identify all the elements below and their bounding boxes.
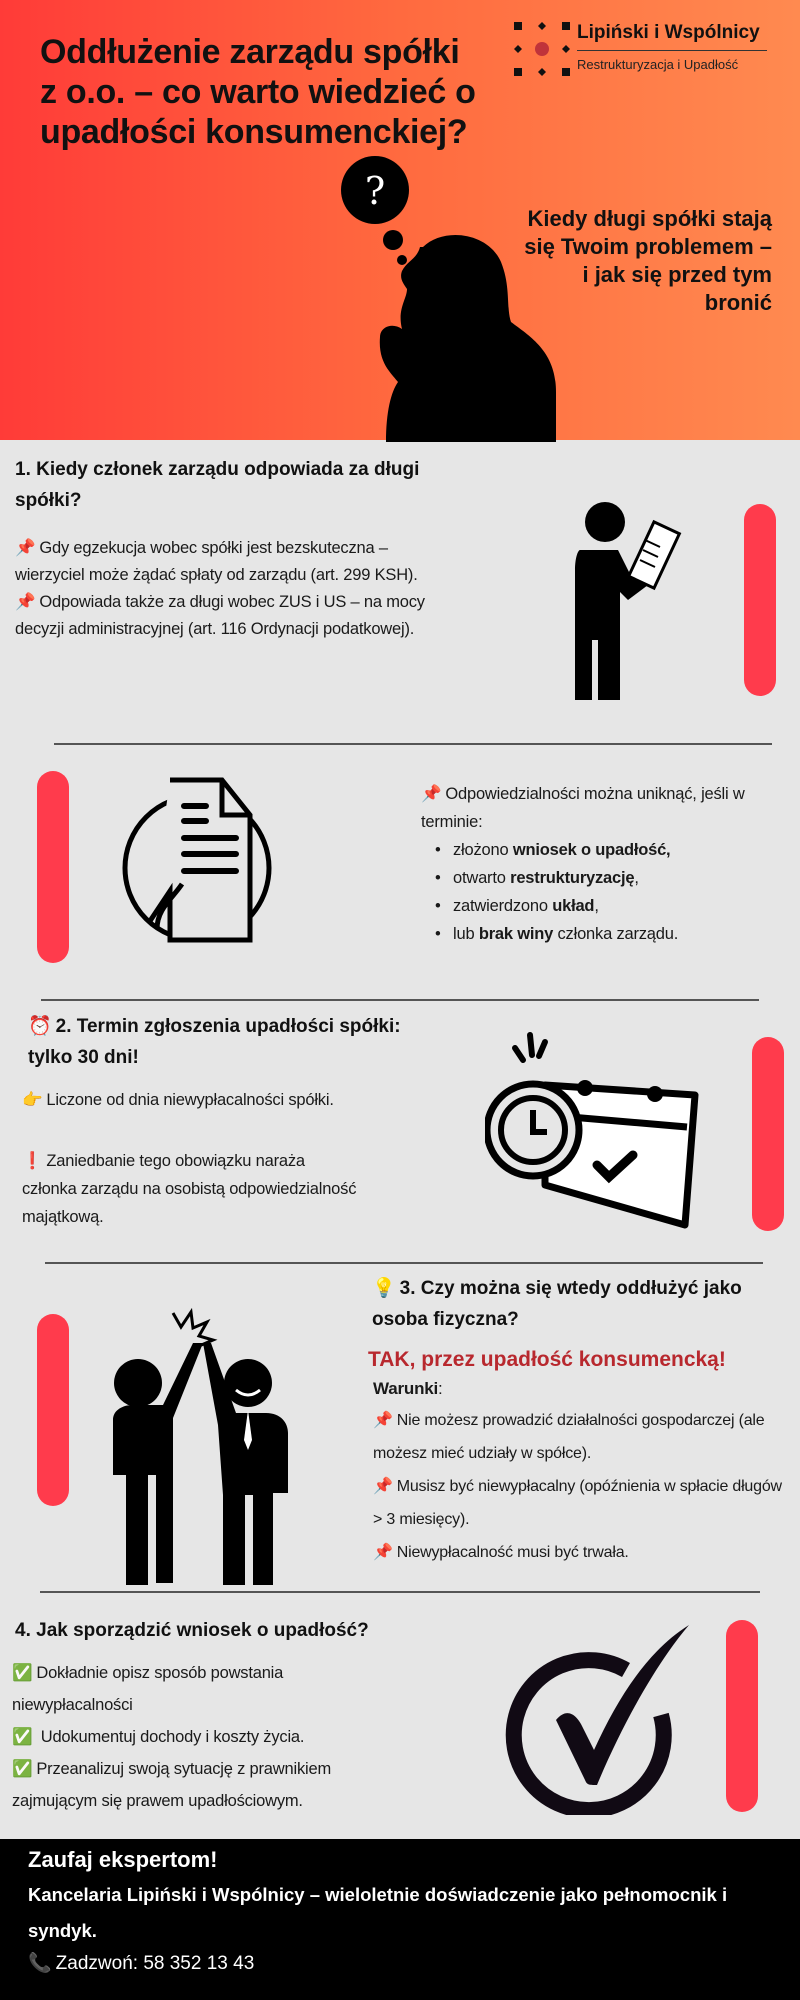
- point: [15, 535, 445, 589]
- conditions-label: Warunki:: [373, 1379, 443, 1398]
- list-item: • złożono wniosek o upadłość,: [435, 836, 781, 864]
- point-text: Odpowiada także za długi wobec ZUS i US – na mocy decyzji administracyjnej (art. 116 Ordynacji podatkowej).: [15, 593, 425, 638]
- phone-icon: 📞: [28, 1953, 52, 1974]
- footer-headline: Zaufaj ekspertom!: [28, 1847, 218, 1872]
- exclamation-icon: ❗: [22, 1152, 43, 1170]
- avoid-intro: Odpowiedzialności można uniknąć, jeśli w terminie:: [421, 785, 745, 831]
- divider: [41, 999, 759, 1001]
- check-mark-button-icon: ✅: [12, 1728, 33, 1746]
- logo-mark-icon: [512, 20, 572, 83]
- list-item: • lub brak winy członka zarządu.: [435, 920, 781, 948]
- section3-title: 💡 3. Czy można się wtedy oddłużyć jako osoba fizyczna?: [372, 1273, 772, 1335]
- list-item: ✅ Udokumentuj dochody i koszty życia.: [12, 1721, 392, 1753]
- avoid-liability-block: [421, 780, 781, 948]
- divider: [40, 1591, 760, 1593]
- logo-divider: [577, 50, 767, 51]
- logo-tagline: Restrukturyzacja i Upadłość: [577, 57, 739, 72]
- pushpin-icon: 📌: [373, 1478, 393, 1495]
- section3-answer: TAK, przez upadłość konsumencką!: [368, 1348, 726, 1371]
- footer-phone[interactable]: 📞 Zadzwoń: 58 352 13 43: [28, 1953, 255, 1974]
- divider: [45, 1262, 763, 1264]
- section4-title: 4. Jak sporządzić wniosek o upadłość?: [15, 1620, 369, 1641]
- question-mark: ?: [364, 169, 386, 213]
- point-text: Gdy egzekucja wobec spółki jest bezskuteczna – wierzyciel może żądać spłaty od zarządu (art. 299 KSH).: [15, 539, 418, 584]
- list-item: 📌 Niewypłacalność musi być trwała.: [373, 1536, 788, 1569]
- checkmark-circle-icon: [496, 1625, 696, 1820]
- check-mark-button-icon: ✅: [12, 1760, 33, 1778]
- pushpin-icon: 📌: [373, 1412, 393, 1429]
- point: [15, 589, 445, 643]
- list-item: ✅ Dokładnie opisz sposób powstania niewypłacalności: [12, 1657, 392, 1721]
- person-reading-document-icon: [565, 500, 700, 705]
- hero-subtitle: Kiedy długi spółki stają się Twoim problemem – i jak się przed tym bronić: [524, 206, 772, 315]
- steps-list: [12, 1657, 392, 1817]
- lightbulb-icon: 💡: [372, 1278, 396, 1299]
- high-five-icon: [108, 1305, 298, 1595]
- section1-title: 1. Kiedy członek zarządu odpowiada za długi spółki?: [15, 459, 420, 511]
- avoid-list: [435, 836, 781, 948]
- accent-pill: [37, 1314, 69, 1506]
- pushpin-icon: 📌: [421, 785, 442, 803]
- alarm-clock-icon: ⏰: [28, 1016, 52, 1037]
- section1-points: [15, 535, 445, 643]
- list-item: 📌 Musisz być niewypłacalny (opóźnienia w spłacie długów > 3 miesięcy).: [373, 1470, 788, 1536]
- divider: [54, 743, 772, 745]
- list-item: • otwarto restrukturyzację,: [435, 864, 781, 892]
- footer-text: Kancelaria Lipiński i Wspólnicy – wieloletnie doświadczenie jako pełnomocnik i syndyk.: [28, 1884, 728, 1941]
- accent-pill: [726, 1620, 758, 1812]
- section2-point1: 👉 Liczone od dnia niewypłacalności spółki.: [22, 1087, 442, 1114]
- logo-name: Lipiński i Wspólnicy: [577, 22, 760, 43]
- section2-point2: ❗ Zaniedbanie tego obowiązku naraża członka zarządu na osobistą odpowiedzialność majątkową.: [22, 1147, 362, 1231]
- thinking-man-icon: [338, 152, 558, 447]
- calendar-clock-icon: [485, 1030, 700, 1240]
- list-item: ✅ Przeanalizuj swoją sytuację z prawnikiem zajmującym się prawem upadłościowym.: [12, 1753, 392, 1817]
- footer: [0, 1839, 800, 2000]
- hand-holding-document-icon: [122, 776, 277, 951]
- page-title: Oddłużenie zarządu spółki z o.o. – co warto wiedzieć o upadłości konsumenckiej?: [40, 33, 476, 151]
- pushpin-icon: 📌: [373, 1544, 393, 1561]
- pushpin-icon: 📌: [15, 593, 36, 611]
- accent-pill: [752, 1037, 784, 1231]
- accent-pill: [744, 504, 776, 696]
- list-item: • zatwierdzono układ,: [435, 892, 781, 920]
- accent-pill: [37, 771, 69, 963]
- pointing-hand-icon: 👉: [22, 1091, 43, 1109]
- check-mark-button-icon: ✅: [12, 1664, 33, 1682]
- list-item: 📌 Nie możesz prowadzić działalności gospodarczej (ale możesz mieć udziały w spółce).: [373, 1404, 788, 1470]
- conditions-list: [373, 1404, 788, 1569]
- pushpin-icon: 📌: [15, 539, 36, 557]
- section2-title: ⏰ 2. Termin zgłoszenia upadłości spółki: tylko 30 dni!: [28, 1011, 408, 1073]
